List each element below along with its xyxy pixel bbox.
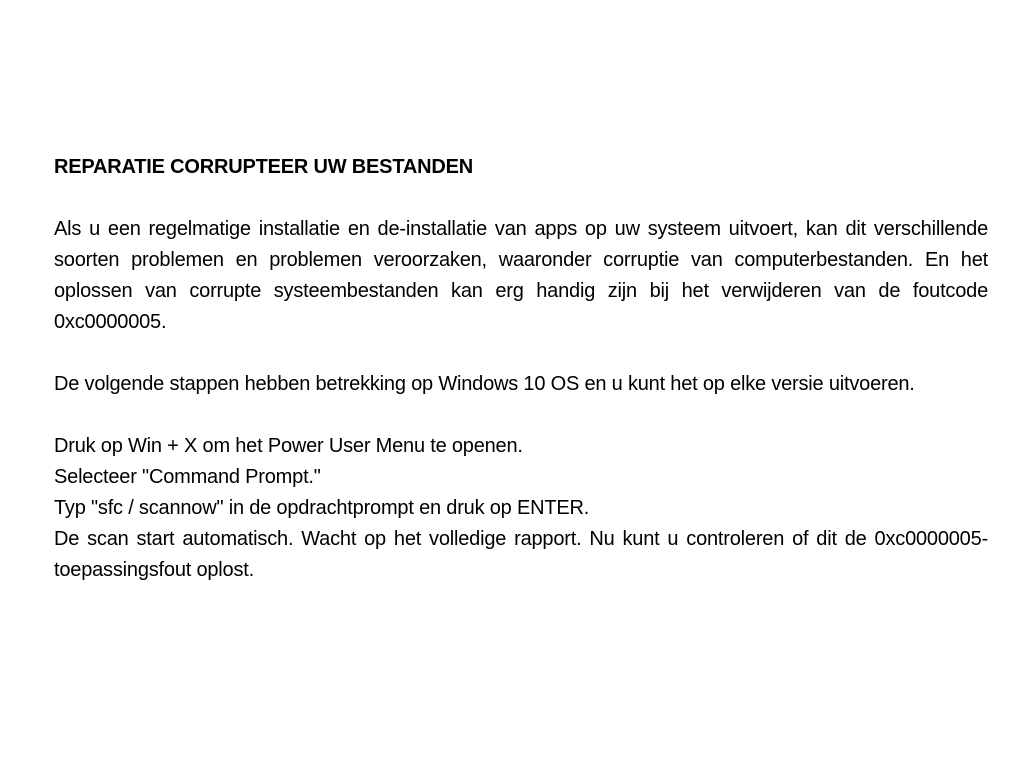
step-line: De scan start automatisch. Wacht op het volledige rapport. Nu kunt u controleren of dit de 0xc0000005-toepassingsfout oplost. (54, 528, 988, 581)
slide-title: REPARATIE CORRUPTEER UW BESTANDEN (54, 156, 473, 178)
spacer (54, 400, 988, 431)
step-line: Druk op Win + X om het Power User Menu te openen. (54, 435, 523, 457)
intro-paragraph: Als u een regelmatige installatie en de-installatie van apps op uw systeem uitvoert, kan dit verschillende soorten problemen en problemen veroorzaken, waaronder corruptie van computerbestanden. En het oplossen van corrupte systeembestanden kan erg handig zijn bij het verwijderen van de foutcode 0xc0000005. (54, 218, 988, 333)
slide-content (54, 152, 988, 586)
step-line: Selecteer "Command Prompt." (54, 466, 321, 488)
spacer (54, 338, 988, 369)
spacer (54, 183, 988, 214)
windows-version-paragraph: De volgende stappen hebben betrekking op Windows 10 OS en u kunt het op elke versie uitvoeren. (54, 373, 915, 395)
step-line: Typ "sfc / scannow" in de opdrachtprompt en druk op ENTER. (54, 497, 590, 519)
